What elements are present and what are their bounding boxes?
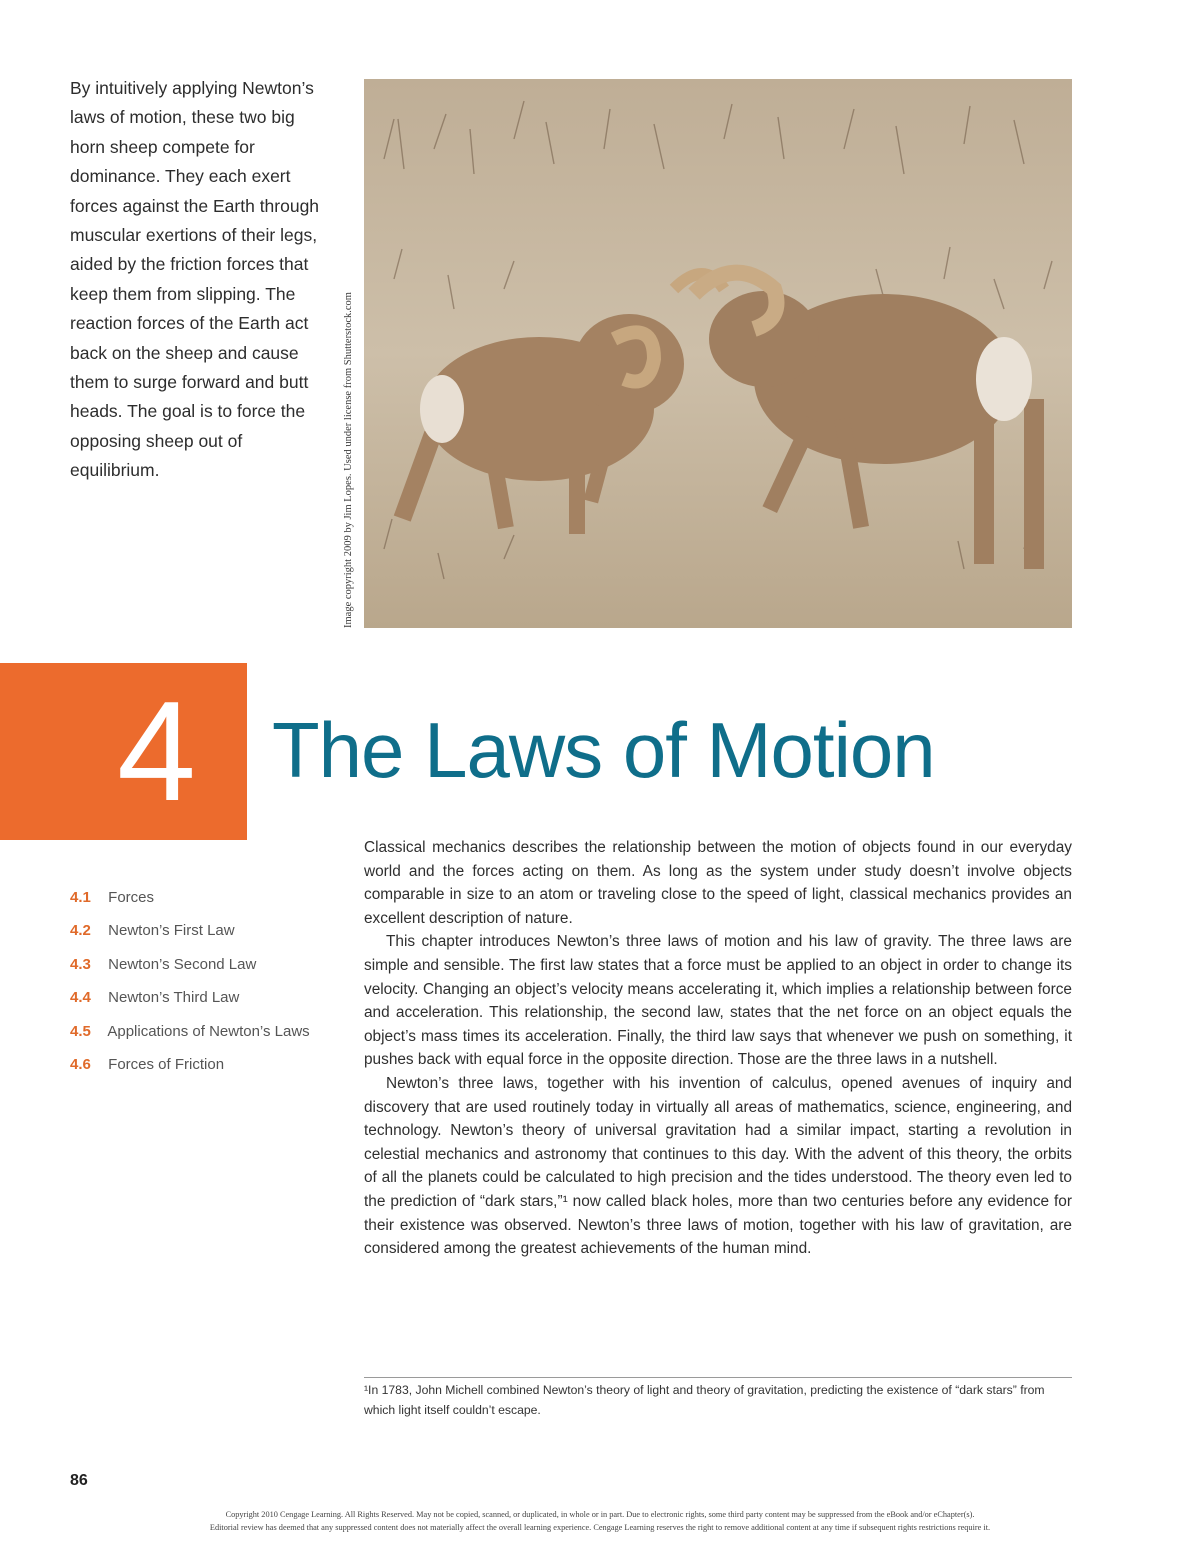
section-number: 4.2 <box>70 922 91 940</box>
section-list <box>70 883 350 1083</box>
section-number: 4.4 <box>70 989 91 1007</box>
chapter-number: 4 <box>117 672 196 831</box>
section-label: Newton’s Second Law <box>108 955 257 973</box>
chapter-title: The Laws of Motion <box>272 706 935 794</box>
section-label: Forces of Friction <box>108 1055 225 1073</box>
section-label: Newton’s Third Law <box>108 989 240 1007</box>
chapter-intro-text <box>364 836 1072 1261</box>
section-number: 4.5 <box>70 1022 91 1040</box>
intro-paragraph-2: This chapter introduces Newton’s three laws of motion and his law of gravity. The three laws are simple and sensible. The first law states that a force must be applied to an object in order to change its velocity. Changing an object’s velocity means accelerating it, which implies a relationship between force and acceleration. This relationship, the second law, states that the net force on an object equals the object’s mass times its acceleration. Finally, the third law says that whenever we push on something, it pushes back with equal force in the opposite direction. Those are the three laws in a nutshell. <box>364 933 1072 1069</box>
section-item[interactable] <box>70 1017 350 1050</box>
photo-caption: By intuitively applying Newton’s laws of motion, these two big horn sheep compete for dominance. They each exert forces against the Earth through muscular exertions of their legs, aided by the friction forces that keep them from slipping. The reaction forces of the Earth act back on the sheep and cause them to surge forward and butt heads. The goal is to force the opposing sheep out of equilibrium. <box>70 78 320 481</box>
section-item[interactable] <box>70 916 350 949</box>
chapter-number-box <box>0 663 247 840</box>
intro-paragraph-1: Classical mechanics describes the relationship between the motion of objects found in our everyday world and the forces acting on them. As long as the system under study doesn’t involve objects comparable in size to an atom or traveling close to the speed of light, classical mechanics provides an excellent description of nature. <box>364 839 1072 927</box>
copyright-line-2: Editorial review has deemed that any suppressed content does not materially affect the overall learning experience. Cengage Learning reserves the right to remove additional content at any time if subsequent rights restrictions require it. <box>209 1523 991 1532</box>
section-label: Applications of Newton’s Laws <box>107 1022 310 1040</box>
section-number: 4.1 <box>70 889 91 906</box>
copyright-notice <box>60 1508 1140 1534</box>
section-number: 4.3 <box>70 955 91 973</box>
footnote: ¹In 1783, John Michell combined Newton’s theory of light and theory of gravitation, predicting the existence of “dark stars” from which light itself couldn’t escape. <box>364 1383 1045 1417</box>
section-item[interactable] <box>70 1050 350 1083</box>
section-item[interactable] <box>70 883 350 916</box>
section-label: Newton’s First Law <box>108 922 235 940</box>
section-number: 4.6 <box>70 1055 91 1073</box>
section-label: Forces <box>108 889 155 906</box>
section-item[interactable] <box>70 983 350 1016</box>
footnote-divider <box>364 1377 1072 1378</box>
photo-credit: Image copyright 2009 by Jim Lopes. Used under license from Shutterstock.com <box>343 292 354 628</box>
copyright-line-1: Copyright 2010 Cengage Learning. All Rights Reserved. May not be copied, scanned, or duplicated, in whole or in part. Due to electronic rights, some third party content may be suppressed from the eBook and/or eChapter(s). <box>225 1510 975 1519</box>
bighorn-sheep-photo <box>364 79 1072 628</box>
section-item[interactable] <box>70 950 350 983</box>
page-number: 86 <box>70 1472 88 1489</box>
intro-paragraph-3: Newton’s three laws, together with his invention of calculus, opened avenues of inquiry and discovery that are used routinely today in virtually all areas of mathematics, science, engineering, and technology. Newton’s theory of universal gravitation had a similar impact, starting a revolution in celestial mechanics and astronomy that continues to this day. With the advent of this theory, the orbits of all the planets could be calculated to high precision and the tides understood. The theory even led to the prediction of “dark stars,”¹ now called black holes, more than two centuries before any evidence for their existence was observed. Newton’s three laws of motion, together with his law of gravitation, are considered among the greatest achievements of the human mind. <box>364 1074 1072 1258</box>
